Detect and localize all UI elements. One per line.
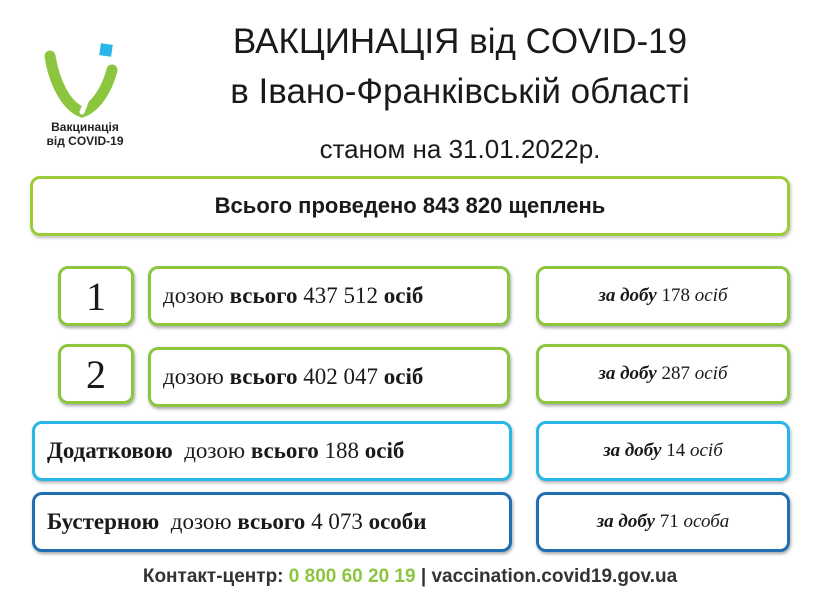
- dose-2-total-box: [148, 347, 510, 407]
- dose-word: дозою: [163, 364, 224, 389]
- unit-word: осіб: [364, 438, 405, 463]
- dose-word: дозою: [184, 438, 246, 463]
- additional-dose-label: Додатковою: [47, 438, 173, 463]
- logo: [30, 42, 140, 152]
- dose-2-number: 2: [86, 351, 106, 397]
- daily-label: за добу: [598, 363, 657, 384]
- contact-label: Контакт-центр:: [142, 566, 284, 587]
- booster-dose-daily-value: 71: [659, 511, 679, 532]
- additional-dose-daily-box: [536, 421, 790, 481]
- report-date: станом на 31.01.2022р.: [319, 134, 601, 164]
- booster-dose-daily-box: [536, 492, 790, 552]
- additional-dose-daily-value: 14: [666, 440, 686, 461]
- dose-1-number: 1: [86, 273, 106, 319]
- booster-dose-box: [32, 492, 512, 552]
- daily-label: за добу: [596, 511, 655, 532]
- page-title-line2: в Івано-Франківській області: [230, 72, 690, 111]
- footer-separator: |: [420, 566, 427, 587]
- vaccination-v-logo-icon: [42, 42, 122, 118]
- total-vaccinations-text: Всього проведено 843 820 щеплень: [214, 193, 606, 218]
- dose-1-total-box: [148, 266, 510, 326]
- daily-label: за добу: [603, 440, 662, 461]
- total-word: всього: [229, 283, 298, 308]
- dose-1-number-box: [58, 266, 134, 326]
- dose-2-daily-value: 287: [661, 363, 690, 384]
- page-title-line1: ВАКЦИНАЦІЯ від COVID-19: [232, 22, 688, 61]
- daily-label: за добу: [598, 285, 657, 306]
- logo-text-line1: Вакцинація: [51, 120, 119, 134]
- booster-dose-value: 4 073: [311, 509, 363, 534]
- dose-2-daily-box: [536, 344, 790, 404]
- dose-1-daily-value: 178: [661, 285, 690, 306]
- contact-website[interactable]: vaccination.covid19.gov.ua: [431, 566, 678, 587]
- additional-dose-value: 188: [324, 438, 360, 463]
- unit-word: осіб: [383, 364, 424, 389]
- dose-1-value: 437 512: [303, 283, 379, 308]
- dose-word: дозою: [163, 283, 224, 308]
- dose-2-value: 402 047: [303, 364, 379, 389]
- unit-word: осіб: [383, 283, 424, 308]
- dose-word: дозою: [170, 509, 232, 534]
- contact-phone[interactable]: 0 800 60 20 19: [288, 566, 416, 587]
- booster-dose-label: Бустерною: [47, 509, 160, 534]
- daily-unit: осіб: [694, 285, 728, 306]
- daily-unit: осіб: [689, 440, 723, 461]
- dose-1-daily-box: [536, 266, 790, 326]
- contact-footer: [0, 566, 820, 588]
- unit-word: особи: [368, 509, 427, 534]
- total-word: всього: [250, 438, 319, 463]
- dose-2-number-box: [58, 344, 134, 404]
- total-word: всього: [229, 364, 298, 389]
- logo-text-line2: від COVID-19: [46, 134, 124, 148]
- daily-unit: осіб: [694, 363, 728, 384]
- daily-unit: особа: [683, 511, 730, 532]
- total-word: всього: [237, 509, 306, 534]
- total-vaccinations-box: [30, 176, 790, 236]
- additional-dose-box: [32, 421, 512, 481]
